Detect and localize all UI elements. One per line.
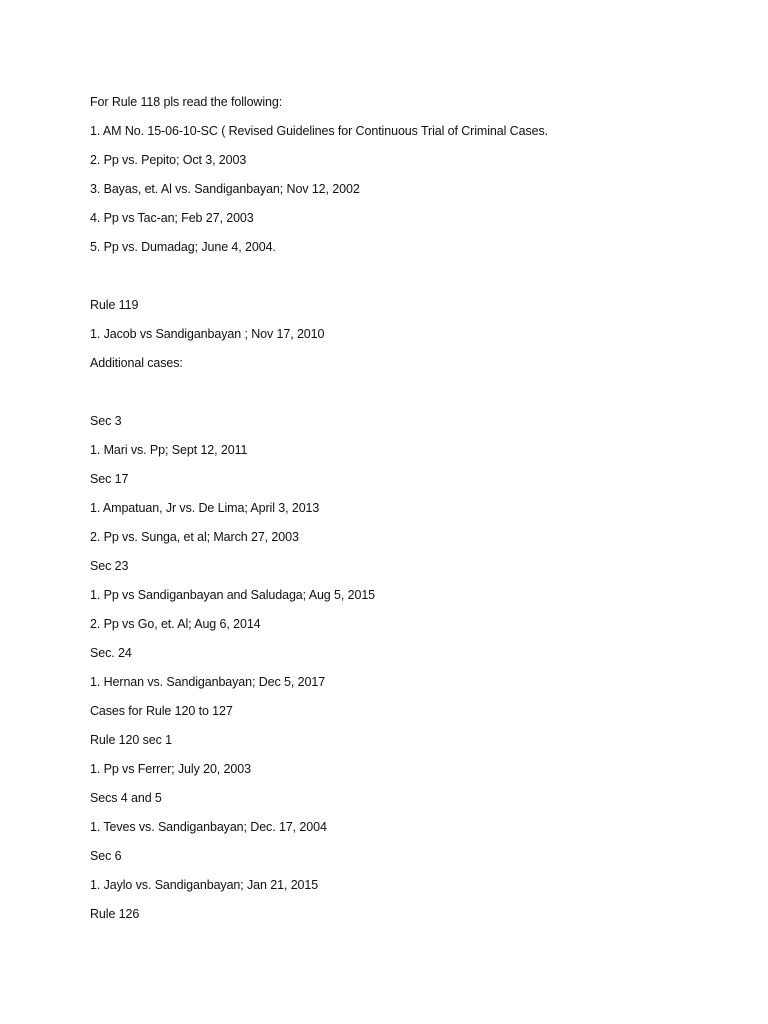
section-heading: Additional cases: <box>90 356 183 370</box>
section-heading: Rule 119 <box>90 298 139 312</box>
section-heading: Sec 6 <box>90 849 122 863</box>
list-item: 1. Pp vs Sandiganbayan and Saludaga; Aug 5, 2015 <box>90 588 376 602</box>
blank-line <box>90 267 710 296</box>
list-item: 1. Jaylo vs. Sandiganbayan; Jan 21, 2015 <box>90 878 319 892</box>
list-item: 1. Mari vs. Pp; Sept 12, 2011 <box>90 443 248 457</box>
list-item: 2. Pp vs. Sunga, et al; March 27, 2003 <box>90 530 299 544</box>
list-item: 4. Pp vs Tac-an; Feb 27, 2003 <box>90 211 254 225</box>
section-heading: Sec 23 <box>90 559 129 573</box>
section-heading: Rule 126 <box>90 907 140 921</box>
list-item: 1. Pp vs Ferrer; July 20, 2003 <box>90 762 251 776</box>
section-heading: Rule 120 sec 1 <box>90 733 172 747</box>
section-heading: Secs 4 and 5 <box>90 791 162 805</box>
list-item: 5. Pp vs. Dumadag; June 4, 2004. <box>90 240 276 254</box>
list-item: 1. Teves vs. Sandiganbayan; Dec. 17, 2004 <box>90 820 327 834</box>
list-item: 2. Pp vs Go, et. Al; Aug 6, 2014 <box>90 617 261 631</box>
list-item: 1. Jacob vs Sandiganbayan ; Nov 17, 2010 <box>90 327 325 341</box>
intro-heading: For Rule 118 pls read the following: <box>90 95 283 109</box>
section-heading: Cases for Rule 120 to 127 <box>90 704 233 718</box>
section-heading: Sec. 24 <box>90 646 132 660</box>
list-item: 3. Bayas, et. Al vs. Sandiganbayan; Nov 12, 2002 <box>90 182 360 196</box>
list-item: 2. Pp vs. Pepito; Oct 3, 2003 <box>90 153 247 167</box>
section-heading: Sec 3 <box>90 414 122 428</box>
list-item: 1. AM No. 15-06-10-SC ( Revised Guidelines for Continuous Trial of Criminal Cases. <box>90 124 548 138</box>
list-item: 1. Hernan vs. Sandiganbayan; Dec 5, 2017 <box>90 675 326 689</box>
section-heading: Sec 17 <box>90 472 129 486</box>
document-body <box>90 93 710 934</box>
list-item: 1. Ampatuan, Jr vs. De Lima; April 3, 2013 <box>90 501 320 515</box>
blank-line <box>90 383 710 412</box>
